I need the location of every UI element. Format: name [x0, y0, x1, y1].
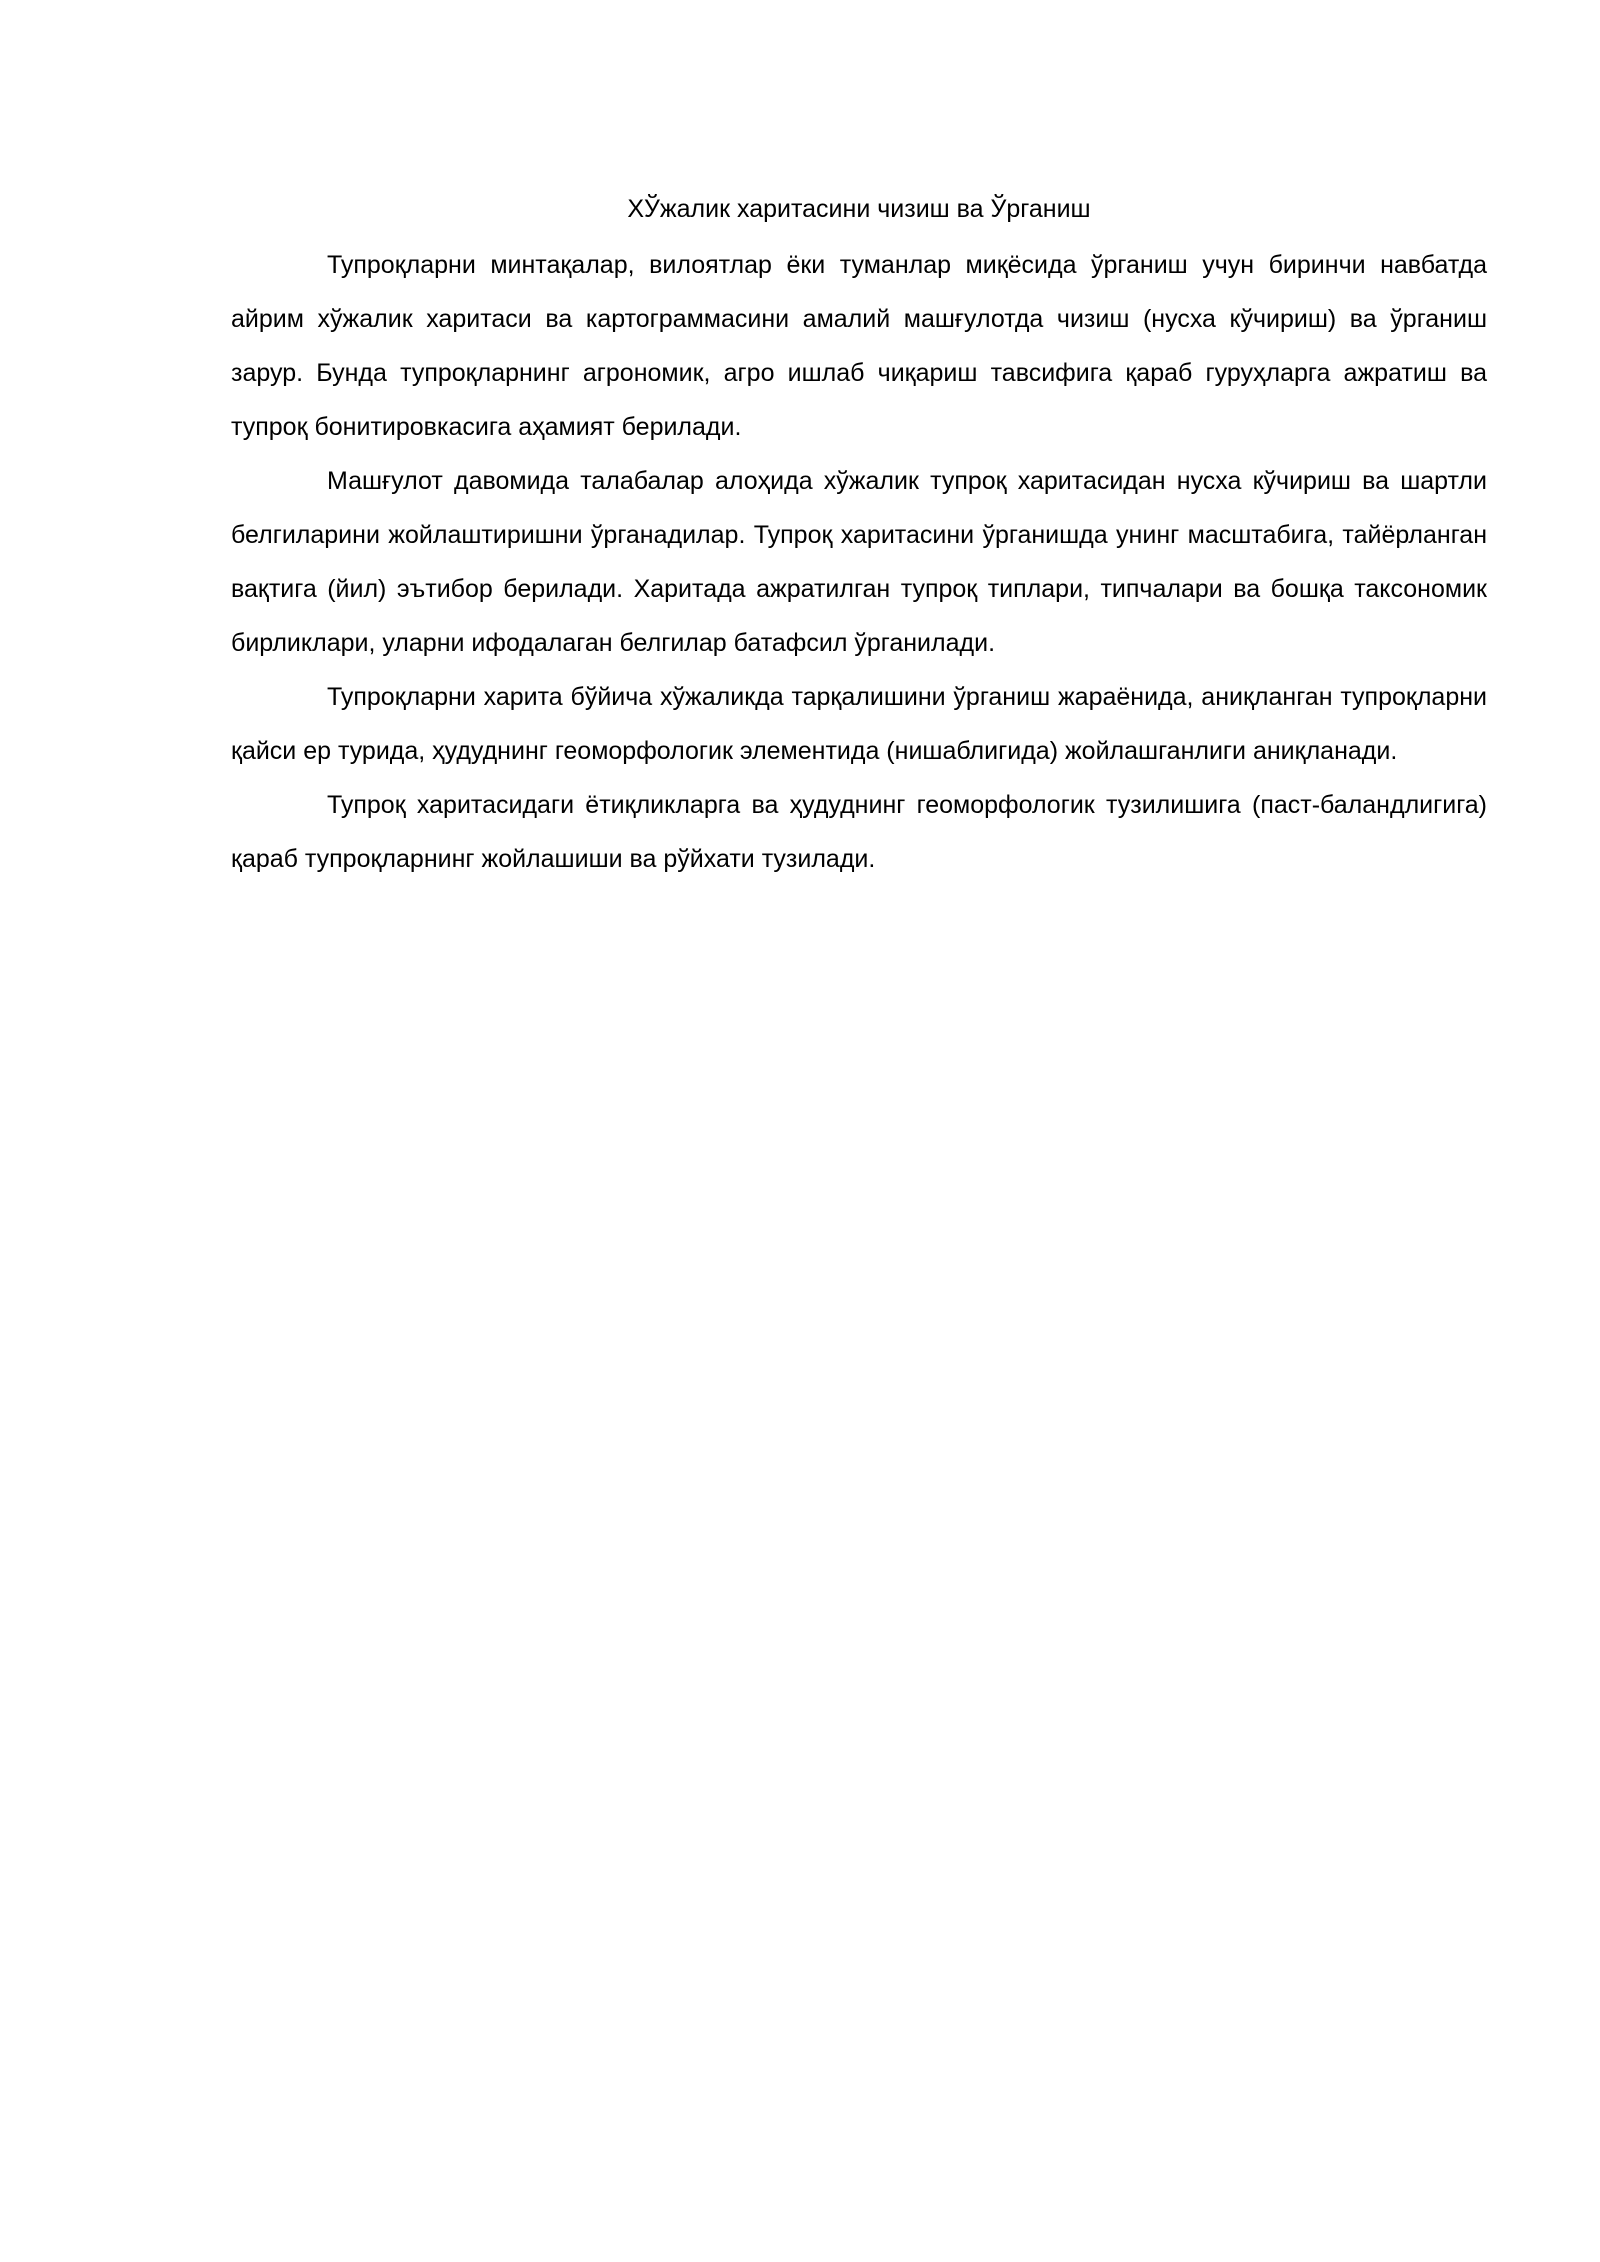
- paragraph-3: Тупроқларни харита бўйича хўжаликда тарқалишини ўрганиш жараёнида, аниқланган тупроқларни қайси ер турида, ҳудуднинг геоморфологик элементида (нишаблигида) жойлашганлиги аниқланади.: [231, 683, 1487, 765]
- paragraph-1: Тупроқларни минтақалар, вилоятлар ёки туманлар миқёсида ўрганиш учун биринчи навбатда айрим хўжалик харитаси ва картограммасини амалий машғулотда чизиш (нусха кўчириш) ва ўрганиш зарур. Бунда тупроқларнинг агрономик, агро ишлаб чиқариш тавсифига қараб гуруҳларга ажратиш ва тупроқ бонитировкасига аҳамият берилади.: [231, 251, 1487, 441]
- document-body: [231, 186, 1487, 886]
- document-title: ХЎжалик харитасини чизиш ва Ўрганиш: [627, 195, 1091, 223]
- paragraph-4: Тупроқ харитасидаги ётиқликларга ва ҳудуднинг геоморфологик тузилишига (паст-баландлигига) қараб тупроқларнинг жойлашиши ва рўйхати тузилади.: [231, 791, 1487, 873]
- paragraph-2: Машғулот давомида талабалар алоҳида хўжалик тупроқ харитасидан нусха кўчириш ва шартли белгиларини жойлаштиришни ўрганадилар. Тупроқ харитасини ўрганишда унинг масштабига, тайёрланган вақтига (йил) эътибор берилади. Харитада ажратилган тупроқ типлари, типчалари ва бошқа таксономик бирликлари, уларни ифодалаган белгилар батафсил ўрганилади.: [231, 467, 1487, 657]
